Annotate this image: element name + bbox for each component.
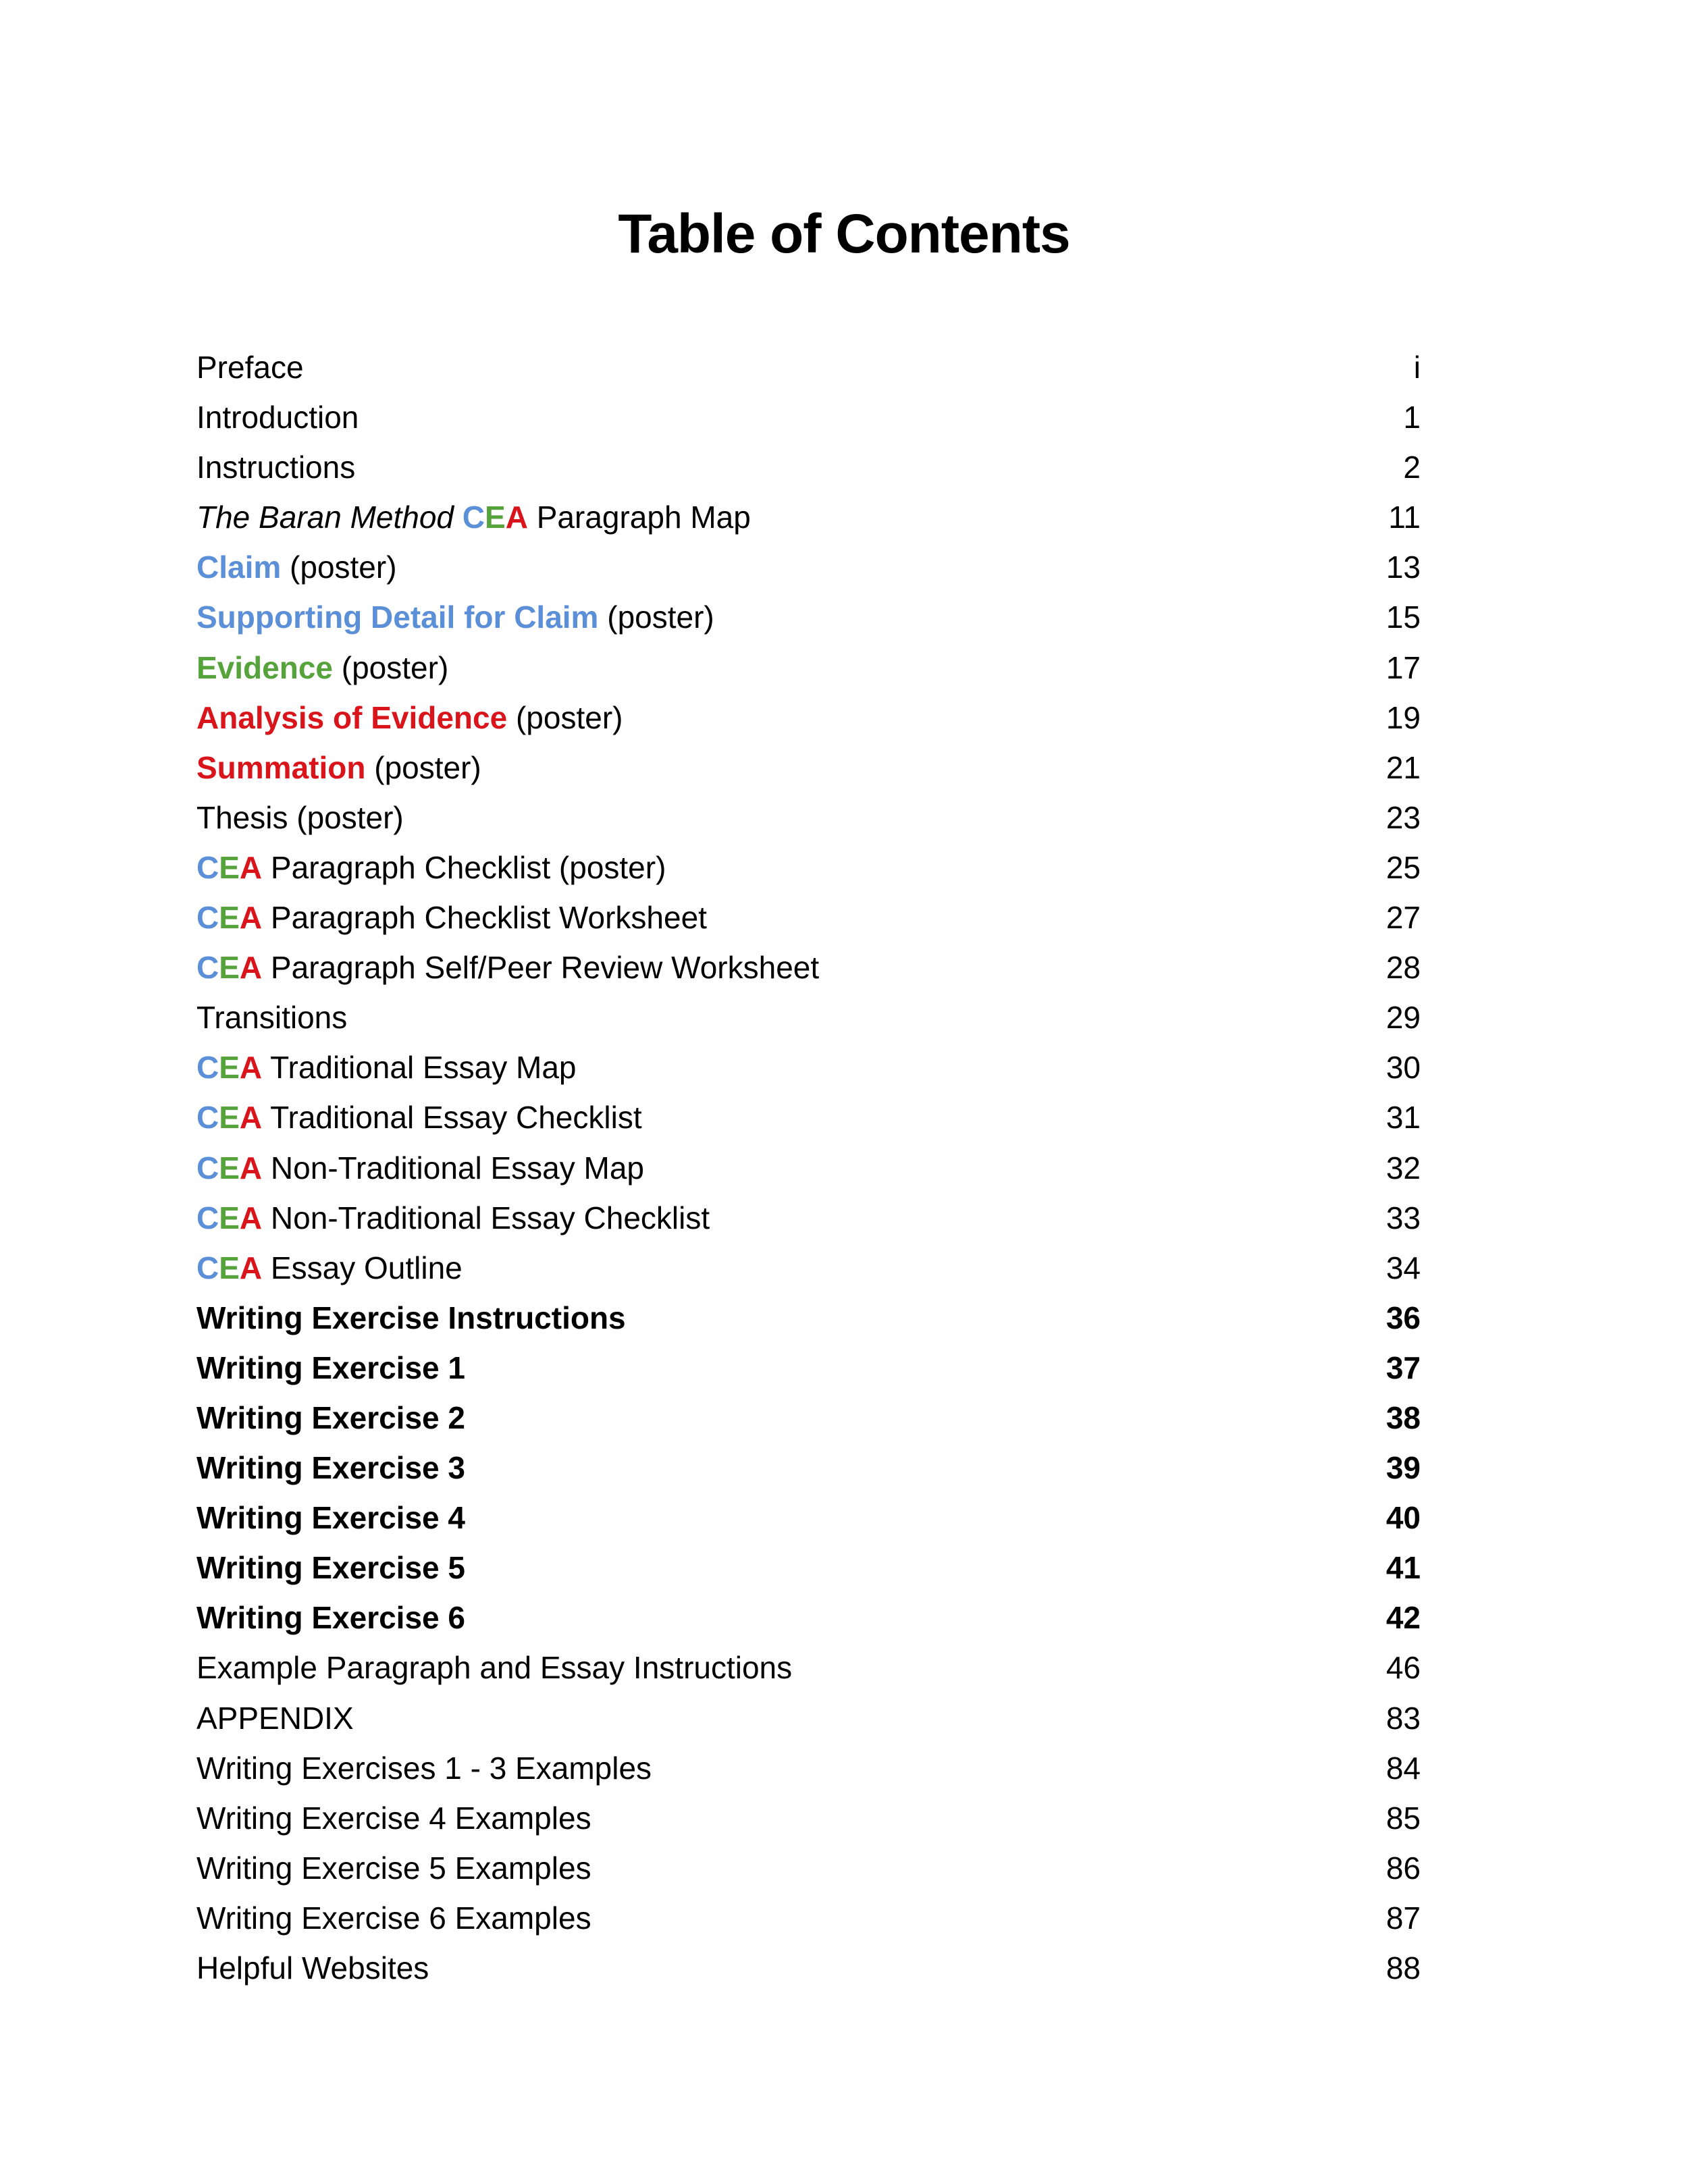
toc-title-segment: Writing Exercises 1 - 3 Examples — [196, 1750, 652, 1786]
toc-entry[interactable] — [196, 693, 1421, 743]
toc-entry-title — [196, 1343, 465, 1393]
toc-entry[interactable] — [196, 1143, 1421, 1193]
toc-title-segment: A — [239, 849, 263, 885]
toc-title-segment: E — [219, 1250, 240, 1285]
toc-title-segment: C — [196, 1050, 219, 1086]
toc-entry-title — [196, 743, 481, 793]
toc-title-segment: A — [239, 1200, 263, 1235]
toc-title-segment: E — [219, 950, 240, 986]
toc-entry[interactable] — [196, 893, 1421, 942]
toc-title-segment: (poster) — [598, 600, 714, 635]
toc-entry[interactable] — [196, 793, 1421, 843]
toc-page-number: 27 — [1386, 900, 1421, 936]
toc-entry-title — [196, 942, 819, 992]
toc-page-number: 17 — [1386, 649, 1421, 685]
toc-title-segment: Writing Exercise Instructions — [196, 1300, 626, 1335]
toc-page-number: 39 — [1386, 1450, 1421, 1486]
toc-title-segment: (poster) — [281, 550, 397, 585]
toc-title-segment: Non-Traditional Essay Map — [262, 1150, 645, 1186]
toc-entry-title — [196, 1843, 591, 1893]
toc-title-segment: Supporting Detail for Claim — [196, 600, 599, 635]
toc-title-segment: Writing Exercise 4 — [196, 1500, 465, 1536]
toc-title-segment: Paragraph Checklist Worksheet — [262, 900, 707, 936]
toc-page-number: 11 — [1388, 500, 1421, 535]
toc-entry[interactable] — [196, 1643, 1421, 1693]
toc-page-number: 21 — [1386, 749, 1421, 785]
toc-entry[interactable] — [196, 442, 1421, 492]
toc-entry[interactable] — [196, 1193, 1421, 1243]
toc-title-segment: Paragraph Self/Peer Review Worksheet — [262, 950, 820, 986]
toc-entry[interactable] — [196, 643, 1421, 693]
toc-entry[interactable] — [196, 843, 1421, 893]
toc-entry[interactable] — [196, 1243, 1421, 1293]
toc-page-number: 40 — [1386, 1500, 1421, 1536]
toc-entry[interactable] — [196, 1693, 1421, 1743]
toc-entry-title — [196, 992, 347, 1042]
toc-title-segment: Essay Outline — [262, 1250, 463, 1285]
toc-entry-title — [196, 643, 448, 693]
toc-title-segment: E — [219, 1150, 240, 1186]
page-title: Table of Contents — [618, 203, 1070, 265]
toc-entry-title — [196, 1243, 463, 1293]
toc-entry-title — [196, 1443, 465, 1493]
toc-title-segment: Writing Exercise 5 — [196, 1550, 465, 1586]
toc-title-segment: C — [196, 1150, 219, 1186]
toc-entry[interactable] — [196, 542, 1421, 592]
table-of-contents — [196, 342, 1421, 1993]
toc-title-segment: APPENDIX — [196, 1700, 354, 1736]
toc-title-segment: Preface — [196, 350, 304, 385]
toc-page-number: 25 — [1386, 849, 1421, 885]
toc-entry-title — [196, 693, 623, 743]
toc-entry-title — [196, 392, 359, 442]
toc-entry-title — [196, 1943, 429, 1993]
toc-title-segment: C — [462, 500, 485, 535]
toc-title-segment: E — [219, 1100, 240, 1136]
toc-entry[interactable] — [196, 1943, 1421, 1993]
toc-entry[interactable] — [196, 1443, 1421, 1493]
toc-title-segment: A — [239, 1100, 263, 1136]
toc-page-number: 19 — [1386, 699, 1421, 735]
toc-page-number: 87 — [1386, 1900, 1421, 1936]
toc-title-segment: Claim — [196, 550, 282, 585]
toc-entry-title — [196, 1543, 465, 1593]
toc-page-number: 86 — [1386, 1850, 1421, 1886]
toc-title-segment: Writing Exercise 6 — [196, 1600, 465, 1636]
toc-page-number: 13 — [1386, 550, 1421, 585]
toc-entry-title — [196, 542, 397, 592]
toc-title-segment: A — [239, 950, 263, 986]
toc-entry[interactable] — [196, 992, 1421, 1042]
toc-entry-title — [196, 1593, 465, 1643]
toc-title-segment: Writing Exercise 4 Examples — [196, 1800, 591, 1836]
toc-title-segment: A — [239, 1250, 263, 1285]
toc-entry-title — [196, 592, 714, 642]
toc-entry-title — [196, 1393, 465, 1443]
toc-entry[interactable] — [196, 743, 1421, 793]
toc-title-segment: E — [485, 500, 506, 535]
toc-title-segment: Writing Exercise 1 — [196, 1350, 465, 1385]
toc-title-segment: Evidence — [196, 649, 333, 685]
toc-entry[interactable] — [196, 1793, 1421, 1843]
toc-title-segment: E — [219, 849, 240, 885]
toc-entry-title — [196, 1193, 710, 1243]
toc-page-number: 29 — [1386, 1000, 1421, 1036]
toc-title-segment: Introduction — [196, 400, 359, 435]
toc-entry[interactable] — [196, 1893, 1421, 1943]
toc-page-number: 32 — [1386, 1150, 1421, 1186]
toc-page-number: 37 — [1386, 1350, 1421, 1385]
toc-page-number: 46 — [1386, 1650, 1421, 1686]
toc-title-segment: The Baran Method — [196, 500, 463, 535]
toc-entry[interactable] — [196, 1092, 1421, 1142]
toc-page-number: 36 — [1386, 1300, 1421, 1335]
toc-title-segment: C — [196, 849, 219, 885]
toc-title-segment: A — [239, 900, 263, 936]
toc-page-number: 41 — [1386, 1550, 1421, 1586]
toc-title-segment: A — [239, 1050, 263, 1086]
toc-page-number: 33 — [1386, 1200, 1421, 1235]
toc-title-segment: Summation — [196, 749, 366, 785]
toc-title-segment: Writing Exercise 2 — [196, 1400, 465, 1435]
toc-title-segment: Writing Exercise 6 Examples — [196, 1900, 591, 1936]
toc-entry[interactable] — [196, 492, 1421, 542]
toc-title-segment: Helpful Websites — [196, 1950, 429, 1986]
toc-entry-title — [196, 1293, 626, 1343]
toc-entry[interactable] — [196, 942, 1421, 992]
toc-page-number: 42 — [1386, 1600, 1421, 1636]
toc-entry-title — [196, 1743, 652, 1793]
toc-entry[interactable] — [196, 1042, 1421, 1092]
toc-entry[interactable] — [196, 1393, 1421, 1443]
toc-title-segment: C — [196, 1100, 219, 1136]
toc-entry[interactable] — [196, 1543, 1421, 1593]
toc-page-number: 83 — [1386, 1700, 1421, 1736]
toc-page-number: 31 — [1386, 1100, 1421, 1136]
toc-entry-title — [196, 1092, 642, 1142]
toc-title-segment: Transitions — [196, 1000, 348, 1036]
toc-page-number: 15 — [1386, 600, 1421, 635]
toc-title-segment: C — [196, 900, 219, 936]
toc-entry-title — [196, 1793, 591, 1843]
toc-entry[interactable] — [196, 1843, 1421, 1893]
toc-entry-title — [196, 1042, 576, 1092]
toc-entry[interactable] — [196, 1293, 1421, 1343]
toc-title-segment: (poster) — [507, 699, 623, 735]
toc-title-segment: E — [219, 1050, 240, 1086]
toc-page-number: 34 — [1386, 1250, 1421, 1285]
toc-page-number: 85 — [1386, 1800, 1421, 1836]
toc-title-segment: Analysis of Evidence — [196, 699, 508, 735]
toc-title-segment: Instructions — [196, 450, 356, 485]
toc-title-segment: E — [219, 900, 240, 936]
toc-entry-title — [196, 492, 751, 542]
toc-entry-title — [196, 442, 355, 492]
toc-page-number: 2 — [1403, 450, 1421, 485]
toc-page-number: 30 — [1386, 1050, 1421, 1086]
toc-title-segment: Traditional Essay Checklist — [262, 1100, 642, 1136]
toc-entry-title — [196, 793, 404, 843]
toc-entry-title — [196, 843, 666, 893]
toc-title-segment: C — [196, 1200, 219, 1235]
toc-page-number: 23 — [1386, 799, 1421, 835]
toc-title-segment: A — [239, 1150, 263, 1186]
toc-page-number: 28 — [1386, 950, 1421, 986]
toc-entry[interactable] — [196, 342, 1421, 392]
toc-entry-title — [196, 1143, 644, 1193]
toc-page-number: 38 — [1386, 1400, 1421, 1435]
toc-title-segment: Example Paragraph and Essay Instructions — [196, 1650, 793, 1686]
toc-title-segment: Paragraph Checklist (poster) — [262, 849, 666, 885]
toc-entry-title — [196, 1643, 792, 1693]
toc-entry-title — [196, 342, 304, 392]
toc-entry-title — [196, 1693, 354, 1743]
toc-title-segment: Non-Traditional Essay Checklist — [262, 1200, 710, 1235]
toc-title-segment: C — [196, 1250, 219, 1285]
toc-entry[interactable] — [196, 1343, 1421, 1393]
toc-page-number: i — [1413, 350, 1421, 385]
toc-entry-title — [196, 1893, 591, 1943]
toc-page-number: 88 — [1386, 1950, 1421, 1986]
toc-page-number: 1 — [1403, 400, 1421, 435]
toc-entry[interactable] — [196, 392, 1421, 442]
toc-entry[interactable] — [196, 1743, 1421, 1793]
toc-title-segment: (poster) — [333, 649, 449, 685]
toc-title-segment: Paragraph Map — [527, 500, 751, 535]
toc-entry[interactable] — [196, 1593, 1421, 1643]
toc-entry[interactable] — [196, 592, 1421, 642]
toc-entry-title — [196, 893, 707, 942]
toc-title-segment: Traditional Essay Map — [262, 1050, 577, 1086]
toc-title-segment: C — [196, 950, 219, 986]
toc-title-segment: Writing Exercise 3 — [196, 1450, 465, 1486]
toc-page-number: 84 — [1386, 1750, 1421, 1786]
toc-title-segment: A — [505, 500, 528, 535]
toc-entry[interactable] — [196, 1493, 1421, 1543]
toc-title-segment: Thesis (poster) — [196, 799, 404, 835]
toc-title-segment: E — [219, 1200, 240, 1235]
toc-title-segment: (poster) — [365, 749, 481, 785]
toc-title-segment: Writing Exercise 5 Examples — [196, 1850, 591, 1886]
toc-entry-title — [196, 1493, 465, 1543]
